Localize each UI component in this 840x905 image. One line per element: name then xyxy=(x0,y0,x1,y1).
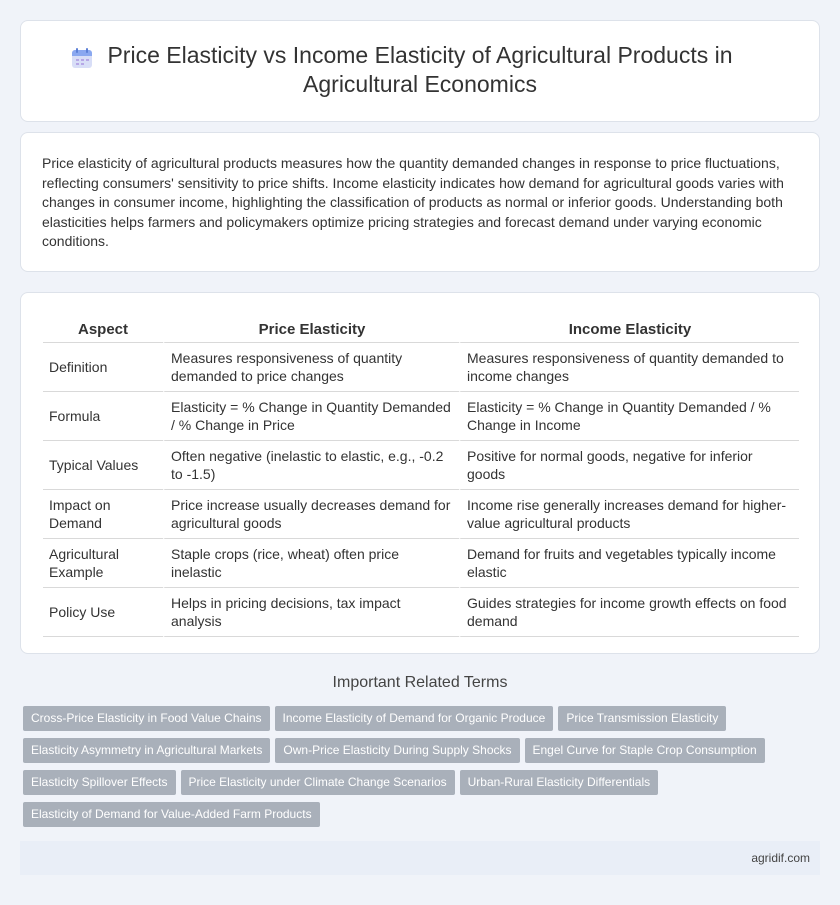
related-term-tag[interactable]: Elasticity Asymmetry in Agricultural Markets xyxy=(23,738,270,763)
row-aspect: Typical Values xyxy=(43,441,163,490)
related-term-tag[interactable]: Cross-Price Elasticity in Food Value Chains xyxy=(23,706,270,731)
header-price-elasticity: Price Elasticity xyxy=(163,315,459,343)
row-price-cell: Often negative (inelastic to elastic, e.g., -0.2 to -1.5) xyxy=(163,441,459,490)
row-aspect: Agricultural Example xyxy=(43,539,163,588)
table-row xyxy=(43,539,799,588)
intro-paragraph: Price elasticity of agricultural products measures how the quantity demanded changes in response to price fluctuations, reflecting consumers' sensitivity to price shifts. Income elasticity indicates how demand for agricultural goods varies with changes in consumer income, highlighting the classification of products as normal or inferior goods. Understanding both elasticities helps farmers and policymakers optimize pricing strategies and forecast demand under varying economic conditions. xyxy=(42,155,784,249)
table-header-row xyxy=(43,315,799,343)
tag-row xyxy=(23,706,803,738)
tag-row xyxy=(23,738,803,770)
table-row xyxy=(43,392,799,441)
related-term-tag[interactable]: Income Elasticity of Demand for Organic Produce xyxy=(275,706,554,731)
related-term-tag[interactable]: Price Transmission Elasticity xyxy=(558,706,726,731)
row-aspect: Formula xyxy=(43,392,163,441)
tag-row xyxy=(23,802,803,834)
comparison-card xyxy=(20,292,820,654)
row-price-cell: Staple crops (rice, wheat) often price inelastic xyxy=(163,539,459,588)
row-income-cell: Demand for fruits and vegetables typically income elastic xyxy=(459,539,799,588)
row-income-cell: Elasticity = % Change in Quantity Demanded / % Change in Income xyxy=(459,392,799,441)
related-term-tag[interactable]: Price Elasticity under Climate Change Scenarios xyxy=(181,770,455,795)
related-term-tag[interactable]: Elasticity Spillover Effects xyxy=(23,770,176,795)
header-aspect: Aspect xyxy=(43,315,163,343)
row-income-cell: Measures responsiveness of quantity demanded to income changes xyxy=(459,343,799,392)
footer-site-link[interactable]: agridif.com xyxy=(751,851,810,865)
related-term-tag[interactable]: Engel Curve for Staple Crop Consumption xyxy=(525,738,765,763)
row-aspect: Definition xyxy=(43,343,163,392)
row-price-cell: Helps in pricing decisions, tax impact analysis xyxy=(163,588,459,637)
row-aspect: Impact on Demand xyxy=(43,490,163,539)
row-price-cell: Price increase usually decreases demand for agricultural goods xyxy=(163,490,459,539)
row-income-cell: Positive for normal goods, negative for inferior goods xyxy=(459,441,799,490)
comparison-table xyxy=(43,315,799,637)
table-row xyxy=(43,588,799,637)
related-term-tag[interactable]: Elasticity of Demand for Value-Added Farm Products xyxy=(23,802,320,827)
row-price-cell: Measures responsiveness of quantity demanded to price changes xyxy=(163,343,459,392)
page-title: Price Elasticity vs Income Elasticity of Agricultural Products in Agricultural Economics xyxy=(107,42,733,97)
related-terms-list xyxy=(23,706,803,834)
row-aspect: Policy Use xyxy=(43,588,163,637)
row-income-cell: Income rise generally increases demand for higher-value agricultural products xyxy=(459,490,799,539)
footer xyxy=(20,841,820,875)
related-term-tag[interactable]: Own-Price Elasticity During Supply Shocks xyxy=(275,738,519,763)
table-row xyxy=(43,441,799,490)
related-terms-title: Important Related Terms xyxy=(332,674,508,691)
table-row xyxy=(43,490,799,539)
row-income-cell: Guides strategies for income growth effects on food demand xyxy=(459,588,799,637)
related-term-tag[interactable]: Urban-Rural Elasticity Differentials xyxy=(460,770,659,795)
table-row xyxy=(43,343,799,392)
header-card xyxy=(20,20,820,122)
row-price-cell: Elasticity = % Change in Quantity Demanded / % Change in Price xyxy=(163,392,459,441)
intro-card xyxy=(20,132,820,272)
tag-row xyxy=(23,770,803,802)
header-income-elasticity: Income Elasticity xyxy=(459,315,799,343)
